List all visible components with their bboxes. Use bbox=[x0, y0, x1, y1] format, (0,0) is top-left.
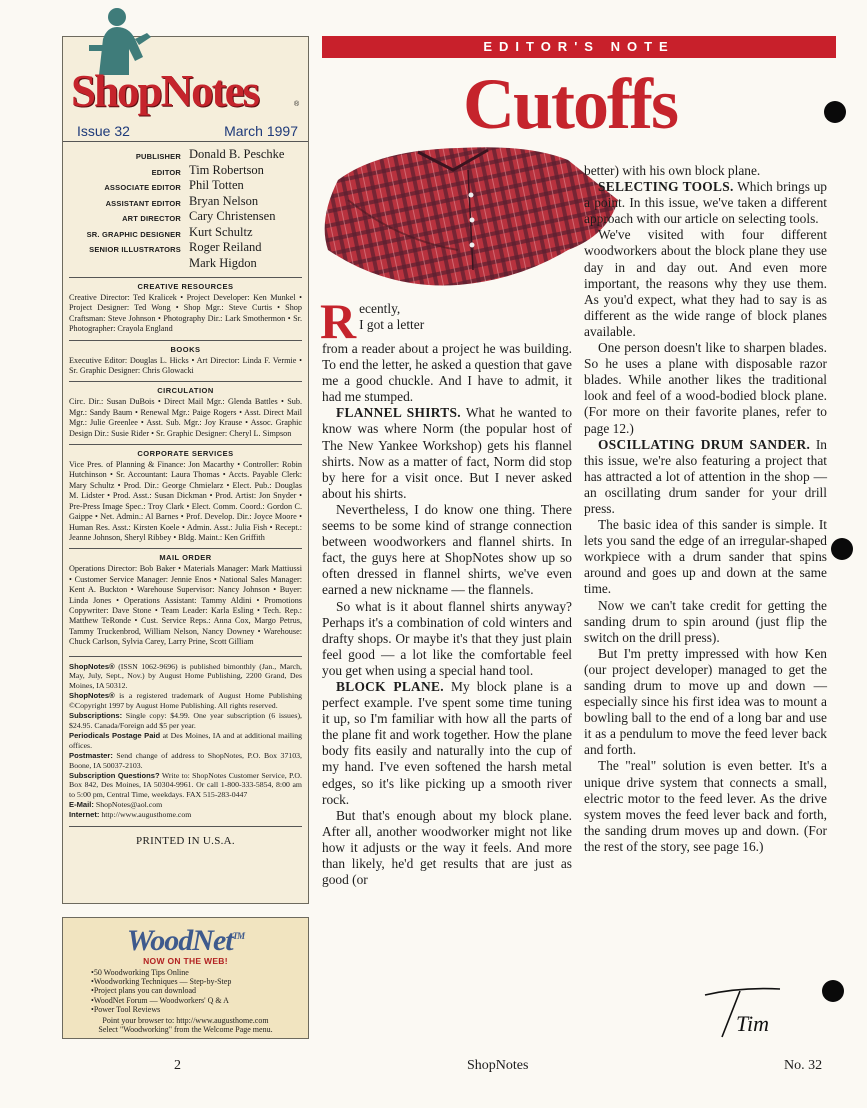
section-heading: CORPORATE SERVICES bbox=[137, 449, 234, 459]
section-heading: MAIL ORDER bbox=[159, 553, 212, 563]
divider bbox=[69, 277, 302, 278]
staff-role: SENIOR ILLUSTRATORS bbox=[89, 245, 181, 254]
publication-info bbox=[63, 662, 308, 821]
paragraph-text: better) with his own block plane. bbox=[584, 163, 761, 178]
staff-name: Cary Christensen bbox=[189, 209, 276, 223]
article-paragraph bbox=[322, 405, 572, 502]
paragraph-lead: BLOCK PLANE. bbox=[336, 678, 444, 694]
signature-text: Tim bbox=[736, 1011, 770, 1036]
pub-info-label: Subscriptions: bbox=[69, 711, 123, 721]
pub-info-label: Postmaster: bbox=[69, 750, 113, 760]
staff-row bbox=[63, 210, 308, 226]
staff-role: ASSOCIATE EDITOR bbox=[104, 183, 181, 192]
staff-row bbox=[63, 241, 308, 257]
paragraph-text: The "real" solution is even better. It's a unique drive system that connects a small, electric motor to the feed lever. As the drive system moves the feed lever back and forth, the sanding drum moves up and down. (For the rest of the story, see page 16.) bbox=[584, 758, 827, 854]
punch-hole bbox=[831, 538, 853, 560]
registered-mark: ® bbox=[294, 101, 300, 108]
pub-info-item bbox=[69, 731, 302, 751]
section-body: Executive Editor: Douglas L. Hicks • Art Director: Linda F. Vermie • Sr. Graphic Designer: Chris Glowacki bbox=[69, 355, 302, 376]
article-paragraph bbox=[584, 163, 827, 179]
staff-role: EDITOR bbox=[151, 167, 181, 177]
pub-info-item bbox=[69, 691, 302, 711]
divider bbox=[69, 340, 302, 341]
logo-area bbox=[63, 37, 308, 135]
pub-info-item bbox=[69, 800, 302, 810]
article-paragraph bbox=[584, 517, 827, 597]
article-paragraph bbox=[584, 598, 827, 646]
paragraph-text: Nevertheless, I do know one thing. There seems to be some kind of strange connection between woodworkers and flannel shirts. In fact, the guys here at ShopNotes show up so often dressed in flannel shirts, we've even earned a new nickname — the flannels. bbox=[322, 501, 572, 598]
editor-signature bbox=[700, 975, 790, 1045]
staff-name: Donald B. Peschke bbox=[189, 147, 285, 161]
pub-info-item bbox=[69, 662, 302, 692]
paragraph-text: One person doesn't like to sharpen blades. So he uses a plane with disposable razor blades. While another likes the traditional look and feel of a wood-bodied block plane. (For more on their favorite planes, refer to page 12.) bbox=[584, 340, 827, 436]
pub-info-label: ShopNotes® bbox=[69, 661, 115, 671]
paragraph-text: What he wanted to know was where Norm (the popular host of The New Yankee Workshop) gets his flannel shirts. Now as a matter of fact, Norm did stop by here for a visit once. But I never asked about his shirts. bbox=[322, 405, 573, 501]
divider bbox=[69, 548, 302, 549]
pub-info-item bbox=[69, 751, 302, 771]
flannel-shirt-illustration bbox=[318, 140, 623, 290]
staff-row bbox=[63, 148, 308, 164]
staff-name: Roger Reiland bbox=[189, 240, 262, 254]
pub-info-text: ShopNotes@aol.com bbox=[93, 800, 163, 810]
paragraph-lead: FLANNEL SHIRTS. bbox=[336, 405, 461, 421]
staff-row bbox=[63, 179, 308, 195]
staff-sections bbox=[63, 282, 308, 648]
article-paragraph bbox=[322, 808, 572, 888]
section-body: Circ. Dir.: Susan DuBois • Direct Mail Mgr.: Glenda Battles • Sub. Mgr.: Sandy Baum • Renewal Mgr.: Paige Rogers • Asst. Direct Mail Mgr.: Julie Greenlee • Asst. Sub. Mgr.: Joy Krause • Assoc. Graphic Design Dir.: Susie Rider • Sr. Graphic Designer: Cheryl L. Simpson bbox=[69, 397, 302, 438]
pub-info-text: Send change of address to ShopNotes, P.O. Box 37103, Boone, IA 50037-2103. bbox=[69, 750, 302, 770]
woodnet-tagline: NOW ON THE WEB! bbox=[143, 956, 228, 966]
woodnet-feature-list bbox=[63, 968, 308, 1014]
paragraph-text: from a reader about a project he was building. To end the letter, he asked a question that gave me a good chuckle. And I have to admit, it had me stumped. bbox=[322, 341, 572, 405]
pub-info-item bbox=[69, 711, 302, 731]
woodnet-ad bbox=[62, 917, 309, 1039]
section-heading: CREATIVE RESOURCES bbox=[137, 282, 234, 291]
staff-role: SR. GRAPHIC DESIGNER bbox=[86, 229, 181, 239]
pub-info-text: Single copy: $4.99. One year subscription (6 issues), $24.95. Canada/Foreign add $5 per year. bbox=[69, 711, 302, 730]
article-paragraph bbox=[584, 227, 827, 340]
page-number: 2 bbox=[174, 1058, 181, 1073]
pub-info-text: (ISSN 1062-9696) is published bimonthly (Jan., March, May, July, Sept., Nov.) by August Home Publishing, 2200 Grand, Des Moines, IA 50312. bbox=[69, 661, 302, 691]
article-column-2 bbox=[584, 163, 827, 855]
paragraph-text: My block plane is a perfect example. I've spent some time tuning it up, so I'm familiar with how all the parts of the plane fit and work together. How the plane body fits easily and naturally into the cup of my hand. I've even softened the harsh metal edges, so it's like picking up a smooth river rock. bbox=[322, 678, 572, 807]
paragraph-text: Now we can't take credit for getting the sanding drum to spin around (just flip the switch on the drill press). bbox=[584, 597, 827, 645]
paragraph-text: So what is it about flannel shirts anyway? Perhaps it's a combination of cold winters and drafty shops. Or maybe it's that they just plain feel good — a lot like the comfortable feel you get when using a special hand tool. bbox=[322, 598, 572, 678]
woodnet-feature: • Project plans you can download bbox=[91, 986, 308, 995]
staff-row bbox=[63, 164, 308, 180]
staff-row bbox=[63, 226, 308, 242]
pub-info-text: is a registered trademark of August Home Publishing ©Copyright 1997 by August Home Publishing. All rights reserved. bbox=[69, 691, 302, 711]
divider bbox=[69, 826, 302, 827]
paragraph-text: Which brings up a point. In this issue, we've taken a different approach with our article on selecting tools. bbox=[584, 179, 827, 227]
pub-info-item bbox=[69, 810, 302, 820]
woodnet-feature: • Woodworking Techniques — Step-by-Step bbox=[91, 977, 308, 986]
staff-name: Bryan Nelson bbox=[189, 193, 259, 208]
woodnet-url-line: Point your browser to: http://www.augusthome.com bbox=[102, 1016, 269, 1026]
article-column-1 bbox=[322, 285, 572, 888]
woodnet-feature: • Power Tool Reviews bbox=[91, 1005, 308, 1014]
staff-name: Mark Higdon bbox=[189, 255, 257, 270]
punch-hole bbox=[824, 101, 846, 123]
article-paragraph bbox=[584, 340, 827, 437]
pub-info-label: Internet: bbox=[69, 810, 100, 820]
issue-number: Issue 32 bbox=[77, 123, 130, 139]
article-title: Cutoffs bbox=[463, 64, 677, 144]
staff-role: PUBLISHER bbox=[135, 152, 181, 161]
article-paragraph bbox=[584, 179, 827, 227]
staff-list bbox=[63, 142, 308, 274]
section-heading: CIRCULATION bbox=[157, 386, 214, 396]
paragraph-lead: OSCILLATING DRUM SANDER. bbox=[598, 436, 811, 452]
article-paragraph bbox=[322, 341, 572, 405]
pub-info-item bbox=[69, 771, 302, 801]
paragraph-text: The basic idea of this sander is simple. It lets you sand the edge of an irregular-shaped workpiece with a drum sander that spins around and goes up and down at the same time. bbox=[584, 517, 827, 597]
article-paragraph bbox=[322, 679, 572, 808]
footer-magazine-name: ShopNotes bbox=[467, 1058, 529, 1073]
woodnet-logo: WoodNet™ bbox=[126, 924, 245, 957]
paragraph-text: But I'm pretty impressed with how Ken (our project developer) managed to get the sanding drum to move up and down — especially since his first idea was to mount a bowling ball to the end of a long bar and use it as a pendulum to move the feed lever back and forth. bbox=[584, 645, 827, 758]
pub-info-text: http://www.augusthome.com bbox=[99, 810, 192, 820]
staff-name: Tim Robertson bbox=[189, 162, 264, 177]
first-line: ecently, bbox=[359, 301, 401, 316]
issue-date: March 1997 bbox=[224, 123, 298, 139]
staff-role: ART DIRECTOR bbox=[122, 214, 181, 223]
pub-info-label: Subscription Questions? bbox=[69, 770, 160, 780]
staff-row bbox=[63, 195, 308, 211]
paragraph-text: But that's enough about my block plane. After all, another woodworker might not like how it adjusts or the way it feels. And more than likely, he'd get results that are just as good (or bbox=[322, 807, 572, 888]
woodnet-menu-line: Select "Woodworking" from the Welcome Page menu. bbox=[98, 1025, 273, 1035]
footer-issue-number: No. 32 bbox=[784, 1058, 823, 1073]
pub-info-text: Write to: ShopNotes Customer Service, P.O. Box 842, Des Moines, IA 50304-9961. Or call 1-800-333-5854, 8:00 am to 5:00 pm, Central Time, weekdays. FAX 515-283-0447 bbox=[69, 770, 303, 800]
woodnet-feature: • WoodNet Forum — Woodworkers' Q & A bbox=[91, 996, 308, 1005]
article-paragraph bbox=[584, 758, 827, 855]
paragraph-text: We've visited with four different woodworkers about the block plane they use day in and day out. And even more important, the reasons why they use them. As you'd expect, what they had to say is as different as the wide range of block planes available. bbox=[584, 227, 827, 339]
divider bbox=[69, 444, 302, 445]
drop-cap: R bbox=[320, 293, 357, 349]
staff-role bbox=[63, 257, 189, 271]
staff-name: Phil Totten bbox=[189, 178, 244, 192]
punch-hole bbox=[822, 980, 844, 1002]
woodnet-feature: • 50 Woodworking Tips Online bbox=[91, 968, 308, 977]
article-paragraph bbox=[322, 599, 572, 679]
section-heading: BOOKS bbox=[170, 344, 201, 354]
article-paragraph bbox=[584, 646, 827, 759]
paragraph-text: In this issue, we're also featuring a project that has attracted a lot of attention in the shop — an oscillating drum sander for your drill press. bbox=[584, 436, 827, 516]
pub-info-label: ShopNotes® bbox=[69, 691, 115, 701]
staff-role: ASSISTANT EDITOR bbox=[105, 198, 181, 208]
divider bbox=[69, 381, 302, 382]
staff-name: Kurt Schultz bbox=[189, 224, 253, 239]
printed-in: PRINTED IN U.S.A. bbox=[136, 835, 235, 848]
pub-info-label: Periodicals Postage Paid bbox=[69, 730, 161, 740]
divider bbox=[69, 656, 302, 657]
staff-row bbox=[63, 257, 308, 271]
article-paragraph bbox=[322, 502, 572, 599]
masthead-panel bbox=[62, 36, 309, 904]
section-body: Vice Pres. of Planning & Finance: Jon Macarthy • Controller: Robin Hutchinson • Sr. Accountant: Laura Thomas • Accts. Payable Clerk: Mary Schultz • Prod. Dir.: George Chmielarz • Elect. Pub.: Douglas M. Lidster • Prod. Asst.: Susan Dickman • Prod. Artist: Jon Snyder • Pre-Press Image Spec.: Troy Clark • Elect. Comm. Coord.: Gordon C. Gaippe • Net. Admin.: Al Barnes • Prof. Develop. Dir.: Joyce Moore • Human Res. Asst.: Kirsten Koele • Admin. Asst.: Julia Fish • Recept.: Jeanne Johnson, Sheryl Ribbey • Bldg. Maint.: Ken Griffith bbox=[69, 460, 302, 542]
article-paragraph bbox=[584, 437, 827, 517]
second-line: I got a letter bbox=[359, 317, 425, 333]
paragraph-lead: SELECTING TOOLS. bbox=[598, 179, 734, 195]
editors-note-banner: EDITOR'S NOTE bbox=[322, 36, 836, 58]
shopnotes-logo: ShopNotes bbox=[71, 66, 259, 116]
pub-info-text: at Des Moines, IA and at additional mailing offices. bbox=[69, 730, 302, 750]
section-body: Creative Director: Ted Kralicek • Project Developer: Ken Munkel • Project Designer: Ted Wong • Shop Mgr.: Steve Curtis • Shop Craftsman: Steve Johnson • Photography Dir.: Lark Smothermon • Sr. Photographer: Crayola England bbox=[69, 293, 302, 334]
pub-info-label: E-Mail: bbox=[69, 800, 94, 810]
section-body: Operations Director: Bob Baker • Materials Manager: Mark Mattiussi • Customer Service Manager: Jennie Enos • National Sales Manager: Kent A. Buckton • Warehouse Supervisor: Nancy Johnson • Buyer: Linda Jones • Operations Assistant: Tammy Aldini • Promotions Copywriter: Dave Stone • Team Leader: Karla Esling • Tech. Rep.: Matthew TeRonde • Cust. Service Reps.: Anna Cox, Margo Petrus, Tammy Truckenbrod, William Nelson, Nancy Downey • Warehouse: Chuck Carlson, Sylvia Carey, Larry Prine, Scott Gilliam bbox=[69, 564, 302, 647]
